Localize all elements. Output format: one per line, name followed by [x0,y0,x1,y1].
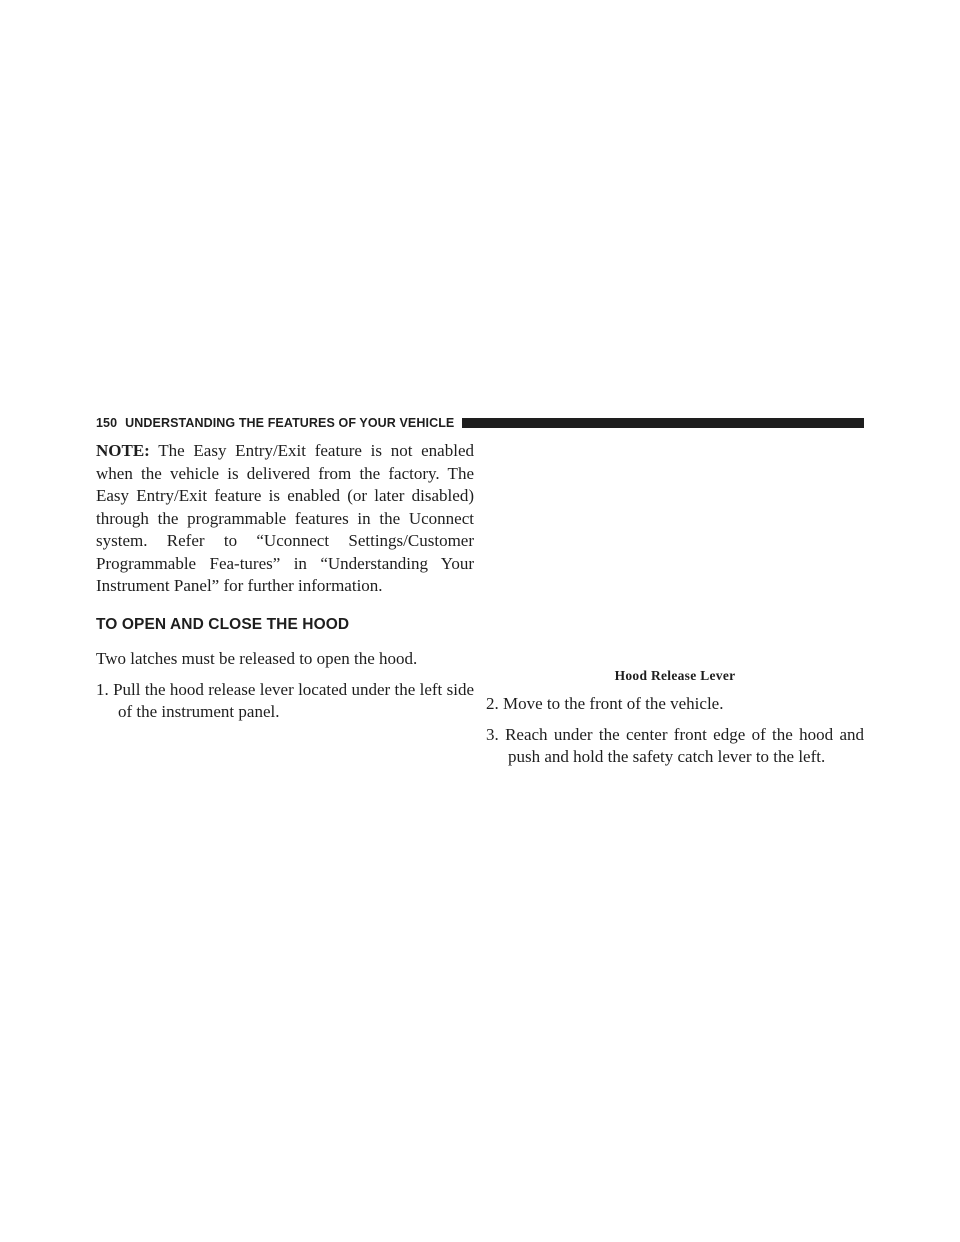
hood-release-lever-figure [486,440,864,650]
page-number: 150 [96,416,118,430]
section-heading: TO OPEN AND CLOSE THE HOOD [96,615,350,633]
step-2: 2. Move to the front of the vehicle. [486,694,724,713]
right-steps [486,685,864,769]
note-label: NOTE: [96,441,150,460]
intro-paragraph: Two latches must be released to open the hood. [96,649,418,668]
right-column [486,440,864,766]
header-rule [462,418,864,428]
note-paragraph [96,440,474,598]
section-title: UNDERSTANDING THE FEATURES OF YOUR VEHICLE [125,416,455,430]
note-text: The Easy Entry/Exit feature is not enabled when the vehicle is delivered from the factory. The Easy Entry/Exit feature is enabled (or later disabled) through the programmable features in the Uconnect system. Refer to “Uconnect Settings/Customer Programmable Fea-tures” in “Understanding Your Instrument Panel” for further information. [96,441,474,595]
left-column [96,440,474,724]
step-1: 1. Pull the hood release lever located under the left side of the instrument panel. [96,679,474,721]
page-header [96,416,864,430]
step-3: 3. Reach under the center front edge of the hood and push and hold the safety catch lever to the left. [486,724,864,766]
figure-caption: Hood Release Lever [614,668,736,683]
